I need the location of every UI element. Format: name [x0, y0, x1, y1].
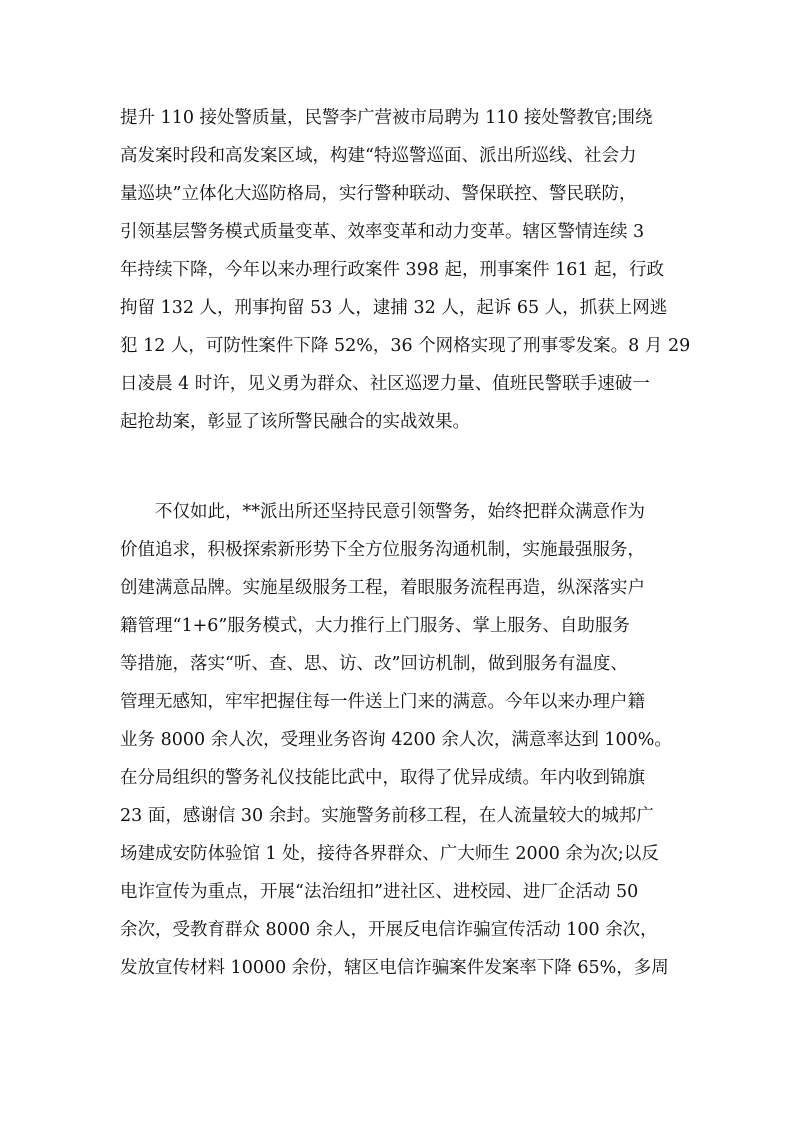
text-line: 创建满意品牌。实施星级服务工程，着眼服务流程再造，纵深落实户	[120, 578, 645, 598]
text-line: 犯 12 人，可防性案件下降 52%，36 个网格实现了刑事零发案。8 月 29	[120, 336, 691, 356]
paragraph-patrol-results	[120, 99, 690, 441]
text-line: 年持续下降，今年以来办理行政案件 398 起，刑事案件 161 起，行政	[120, 260, 665, 280]
text-line: 量巡块”立体化大巡防格局，实行警种联动、警保联控、警民联防，	[120, 184, 637, 204]
text-line: 管理无感知，牢牢把握住每一件送上门来的满意。今年以来办理户籍	[120, 692, 645, 712]
text-line: 场建成安防体验馆 1 处，接待各界群众、广大师生 2000 余为次;以反	[120, 844, 659, 864]
paragraph-service-results	[120, 493, 690, 987]
text-line: 23 面，感谢信 30 余封。实施警务前移工程，在人流量较大的城邦广	[120, 806, 654, 826]
text-line-first: 不仅如此，**派出所还坚持民意引领警务，始终把群众满意作为	[155, 502, 645, 522]
text-line: 价值追求，积极探索新形势下全方位服务沟通机制，实施最强服务，	[120, 540, 645, 560]
text-line: 在分局组织的警务礼仪技能比武中，取得了优异成绩。年内收到锦旗	[120, 768, 645, 788]
text-line: 高发案时段和高发案区域，构建“特巡警巡面、派出所巡线、社会力	[120, 146, 637, 166]
text-line: 发放宣传材料 10000 余份，辖区电信诈骗案件发案率下降 65%，多周	[120, 958, 669, 978]
text-line: 电诈宣传为重点，开展“法治纽扣”进社区、进校园、进厂企活动 50	[120, 882, 639, 902]
text-line: 拘留 132 人，刑事拘留 53 人，逮捕 32 人，起诉 65 人，抓获上网逃	[120, 298, 668, 318]
text-line: 提升 110 接处警质量，民警李广营被市局聘为 110 接处警教官;围绕	[120, 108, 653, 128]
text-line: 籍管理“1+6”服务模式，大力推行上门服务、掌上服务、自助服务	[120, 616, 630, 636]
text-line: 余次，受教育群众 8000 余人，开展反电信诈骗宣传活动 100 余次，	[120, 920, 658, 940]
text-line: 起抢劫案，彰显了该所警民融合的实战效果。	[120, 412, 470, 432]
text-line: 业务 8000 余人次，受理业务咨询 4200 余人次，满意率达到 100%。	[120, 730, 672, 750]
text-line: 等措施，落实“听、查、思、访、改”回访机制，做到服务有温度、	[120, 654, 628, 674]
text-line: 日凌晨 4 时许，见义勇为群众、社区巡逻力量、值班民警联手速破一	[120, 374, 650, 394]
text-line: 引领基层警务模式质量变革、效率变革和动力变革。辖区警情连续 3	[120, 222, 645, 242]
